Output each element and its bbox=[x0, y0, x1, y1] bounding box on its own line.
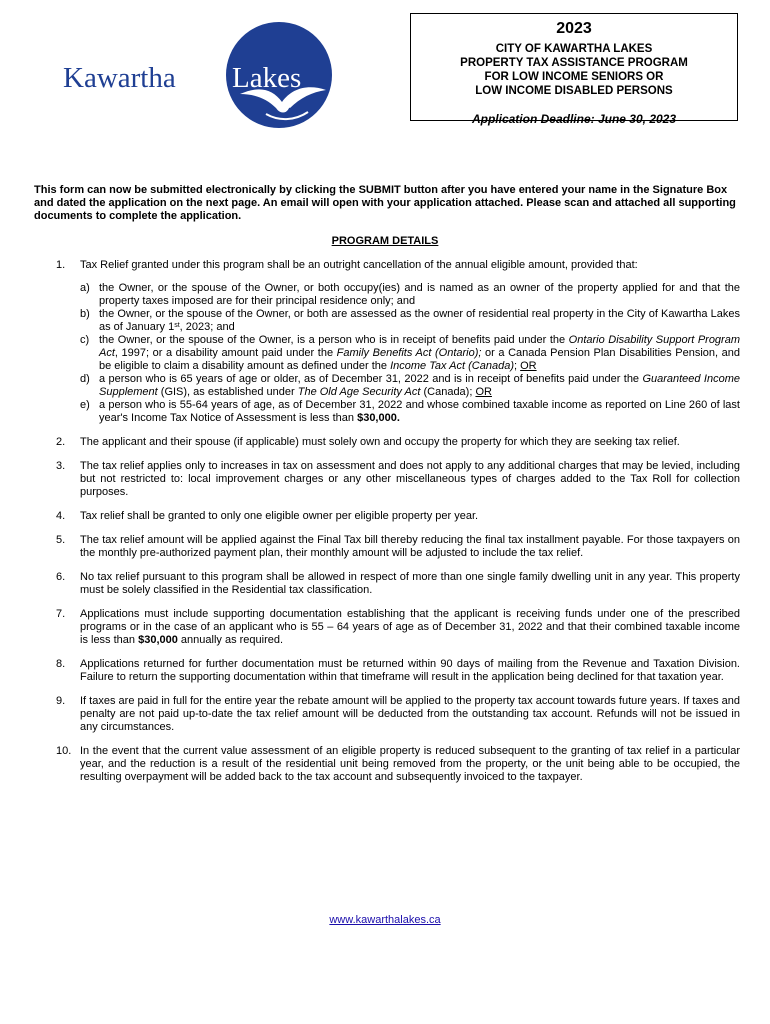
item-text: Tax relief shall be granted to only one eligible owner per eligible property per year. bbox=[80, 510, 479, 522]
sub-text-part: a person who is 55-64 years of age, as of December 31, 2022 and whose combined taxable income as reported on Line 260 of last year's Income Tax Notice of Assessment is less than bbox=[99, 399, 740, 424]
item-number: 7. bbox=[56, 608, 66, 620]
sub-text: the Owner, or the spouse of the Owner, or both occupy(ies) and is named as an owner of the property applied for and that the property taxes imposed are for their principal residence only; and bbox=[99, 282, 740, 307]
kawartha-lakes-logo bbox=[60, 22, 340, 122]
item-text: In the event that the current value assessment of an eligible property is reduced subsequent to the granting of tax relief in a particular year, and the reduction is a result of the residential unit being removed from the property, or the unit being able to be occupied, the resulting overpayment will be added back to the tax account and subsequently invoiced to the taxpayer. bbox=[80, 745, 740, 783]
program-details-heading: PROGRAM DETAILS bbox=[331, 235, 439, 247]
act-name: Income Tax Act (Canada) bbox=[390, 360, 514, 372]
program-title-line: PROPERTY TAX ASSISTANCE PROGRAM bbox=[460, 57, 688, 69]
program-details-list bbox=[56, 259, 740, 784]
list-item bbox=[56, 658, 740, 684]
program-title-line: LOW INCOME DISABLED PERSONS bbox=[475, 85, 673, 97]
sub-text-part: the Owner, or the spouse of the Owner, is a person who is in receipt of benefits paid under the bbox=[99, 334, 569, 346]
item-text-part: annually as required. bbox=[177, 634, 284, 646]
sub-letter: d) bbox=[80, 373, 90, 385]
item-text: The applicant and their spouse (if applicable) must solely own and occupy the property for which they are seeking tax relief. bbox=[80, 436, 680, 448]
item-number: 5. bbox=[56, 534, 66, 546]
sub-text-part: the Owner, or the spouse of the Owner, or both are assessed as the owner of residential real property in the City of Kawartha Lakes as of January 1 bbox=[99, 308, 740, 333]
program-title-line: FOR LOW INCOME SENIORS OR bbox=[484, 71, 664, 83]
sub-letter: b) bbox=[80, 308, 90, 320]
sub-letter: e) bbox=[80, 399, 90, 411]
sub-text bbox=[99, 334, 740, 373]
application-deadline: Application Deadline: June 30, 2023 bbox=[471, 112, 677, 126]
list-item bbox=[56, 745, 740, 784]
program-year: 2023 bbox=[556, 20, 592, 37]
sub-text-part: , 2023; and bbox=[179, 321, 235, 333]
ordinal-suffix: st bbox=[174, 322, 180, 329]
item-text: The tax relief amount will be applied against the Final Tax bill thereby reducing the final tax installment payable. For those taxpayers on the monthly pre-authorized payment plan, their monthly amount will be adjusted to include the tax relief. bbox=[80, 534, 740, 559]
item-text-part: Applications must include supporting documentation establishing that the applicant is receiving funds under one of the prescribed programs or in the case of an applicant who is 55 – 64 years of age as of December 31, 2022 and that their combined taxable income is less than bbox=[80, 608, 740, 646]
sublist-item bbox=[80, 399, 740, 425]
sub-text-part: a person who is 65 years of age or older, as of December 31, 2022 and is in receipt of benefits paid under the bbox=[99, 373, 643, 385]
eligibility-sublist bbox=[80, 282, 740, 425]
act-name: The Old Age Security Act bbox=[297, 386, 421, 398]
logo-word-lakes: Lakes bbox=[232, 62, 302, 94]
item-number: 2. bbox=[56, 436, 66, 448]
item-text bbox=[80, 608, 740, 647]
list-item bbox=[56, 436, 740, 449]
sub-text bbox=[99, 373, 740, 399]
item-number: 1. bbox=[56, 259, 66, 271]
item-number: 8. bbox=[56, 658, 66, 670]
program-title bbox=[411, 42, 737, 98]
or-connector: OR bbox=[475, 386, 492, 398]
item-number: 10. bbox=[56, 745, 72, 757]
website-link[interactable]: www.kawarthalakes.ca bbox=[329, 914, 441, 926]
list-item bbox=[56, 534, 740, 560]
income-threshold: $30,000. bbox=[357, 412, 400, 424]
sub-letter: c) bbox=[80, 334, 90, 346]
item-text: If taxes are paid in full for the entire year the rebate amount will be applied to the property tax account towards future years. If taxes and penalty are not paid up-to-date the tax relief amount will be deducted from the outstanding tax account. Refunds will not be issued in any circumstances. bbox=[80, 695, 740, 733]
eagle-icon bbox=[238, 80, 328, 124]
sublist-item bbox=[80, 308, 740, 334]
list-item bbox=[56, 608, 740, 647]
sub-text-part: or a Canada Pension Plan Disabilities Pension, and be eligible to claim a disability amount as defined under the bbox=[99, 347, 740, 372]
sub-letter: a) bbox=[80, 282, 90, 294]
sub-text-part: (GIS), as established under bbox=[157, 386, 298, 398]
item-number: 3. bbox=[56, 460, 66, 472]
submission-instructions: This form can now be submitted electronically by clicking the SUBMIT button after you have entered your name in the Signature Box and dated the application on the next page. An email will open with your application attached. Please scan and attached all supporting documents to complete the application. bbox=[34, 184, 736, 222]
or-connector: OR bbox=[520, 360, 537, 372]
logo-word-kawartha: Kawartha bbox=[63, 62, 176, 94]
program-title-line: CITY OF KAWARTHA LAKES bbox=[495, 43, 653, 55]
list-item bbox=[56, 259, 740, 272]
program-header-box bbox=[410, 13, 738, 126]
list-item bbox=[56, 510, 740, 523]
item-text: No tax relief pursuant to this program shall be allowed in respect of more than one single family dwelling unit in any year. This property must be solely classified in the Residential tax classification. bbox=[80, 571, 740, 596]
list-item bbox=[56, 571, 740, 597]
act-name: Ontario Disability Support Program Act bbox=[99, 334, 740, 359]
sub-text bbox=[99, 308, 740, 334]
sublist-item bbox=[80, 373, 740, 399]
act-name: Family Benefits Act (Ontario); bbox=[336, 347, 482, 359]
list-item bbox=[56, 695, 740, 734]
item-text: Tax Relief granted under this program shall be an outright cancellation of the annual eligible amount, provided that: bbox=[80, 259, 638, 271]
list-item bbox=[56, 460, 740, 499]
item-text: The tax relief applies only to increases in tax on assessment and does not apply to any additional charges that may be levied, including but not restricted to: local improvement charges or any other miscellaneous types of charges added to the Tax Roll for collection purposes. bbox=[80, 460, 740, 498]
sub-text-part: , 1997; or a disability amount paid under the bbox=[114, 347, 337, 359]
item-number: 6. bbox=[56, 571, 66, 583]
item-number: 9. bbox=[56, 695, 66, 707]
sub-text bbox=[99, 399, 740, 425]
sublist-item bbox=[80, 282, 740, 308]
income-threshold: $30,000 bbox=[138, 634, 178, 646]
sub-text-part: (Canada); bbox=[420, 386, 476, 398]
item-number: 4. bbox=[56, 510, 66, 522]
sub-text-part: ; bbox=[514, 360, 521, 372]
item-text: Applications returned for further documentation must be returned within 90 days of mailing from the Revenue and Taxation Division. Failure to return the supporting documentation within that timeframe will result in the application being declined for that taxation year. bbox=[80, 658, 740, 683]
act-name: Guaranteed Income Supplement bbox=[99, 373, 740, 398]
sublist-item bbox=[80, 334, 740, 373]
